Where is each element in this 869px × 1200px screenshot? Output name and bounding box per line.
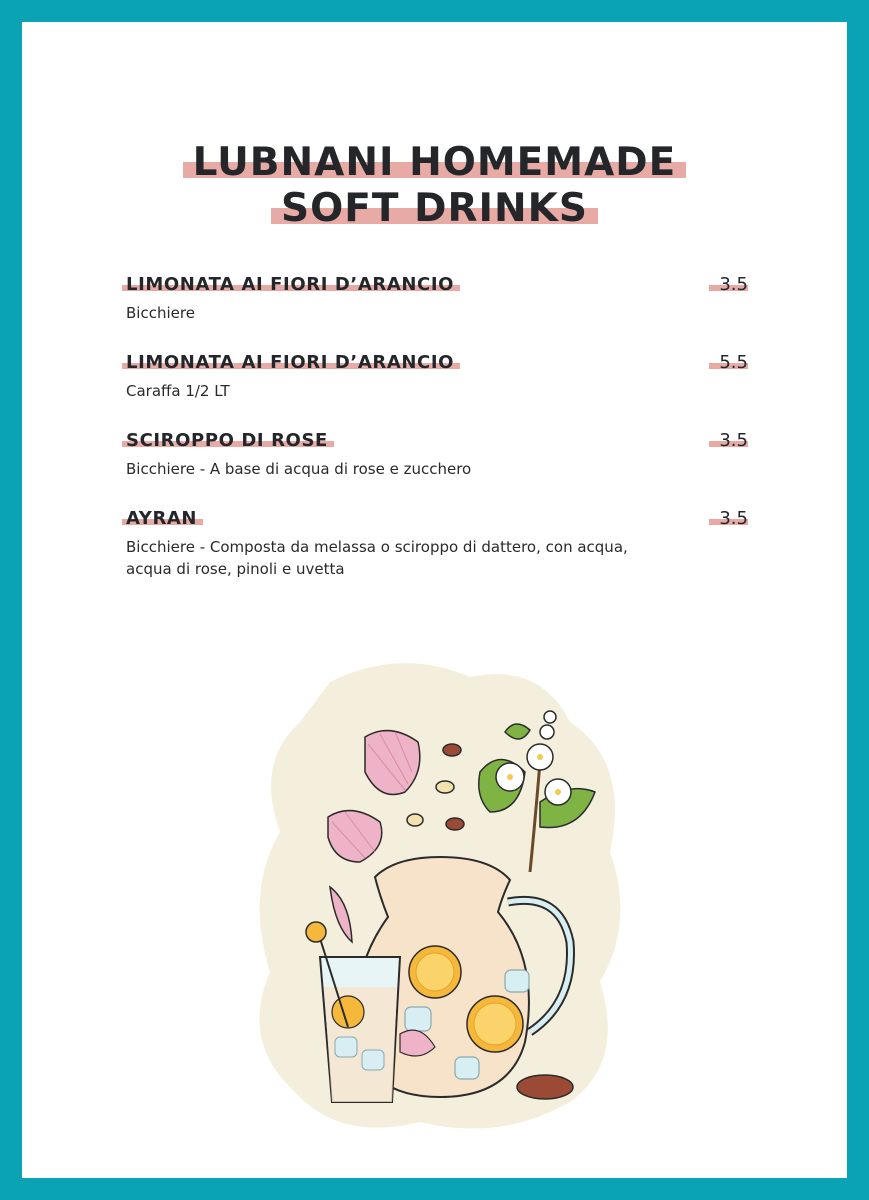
item-price: 3.5 xyxy=(713,430,748,451)
item-description: Bicchiere xyxy=(126,304,195,322)
menu-page xyxy=(22,22,847,1178)
title-line-1: LUBNANI HOMEMADE xyxy=(183,140,687,186)
item-description: Bicchiere - A base di acqua di rose e zucchero xyxy=(126,460,472,478)
title-line-2: SOFT DRINKS xyxy=(271,186,598,232)
rose-petal-icon xyxy=(365,731,420,795)
item-name: LIMONATA AI FIORI D’ARANCIO xyxy=(126,274,460,295)
list-item xyxy=(126,430,748,480)
item-price: 3.5 xyxy=(713,508,748,529)
item-name: AYRAN xyxy=(126,508,203,529)
lemonade-jug-illustration xyxy=(240,652,640,1142)
item-price: 3.5 xyxy=(713,274,748,295)
list-item xyxy=(126,352,748,402)
list-item xyxy=(126,274,748,324)
item-name: SCIROPPO DI ROSE xyxy=(126,430,334,451)
item-name: LIMONATA AI FIORI D’ARANCIO xyxy=(126,352,460,373)
item-description: Bicchiere - Composta da melassa o sciroppo di dattero, con acqua, acqua di rose, pinoli e uvetta xyxy=(126,538,628,578)
page-title xyxy=(22,140,847,232)
item-price: 5.5 xyxy=(713,352,748,373)
item-description: Caraffa 1/2 LT xyxy=(126,382,230,400)
list-item xyxy=(126,508,748,580)
date-icon xyxy=(517,1075,573,1099)
